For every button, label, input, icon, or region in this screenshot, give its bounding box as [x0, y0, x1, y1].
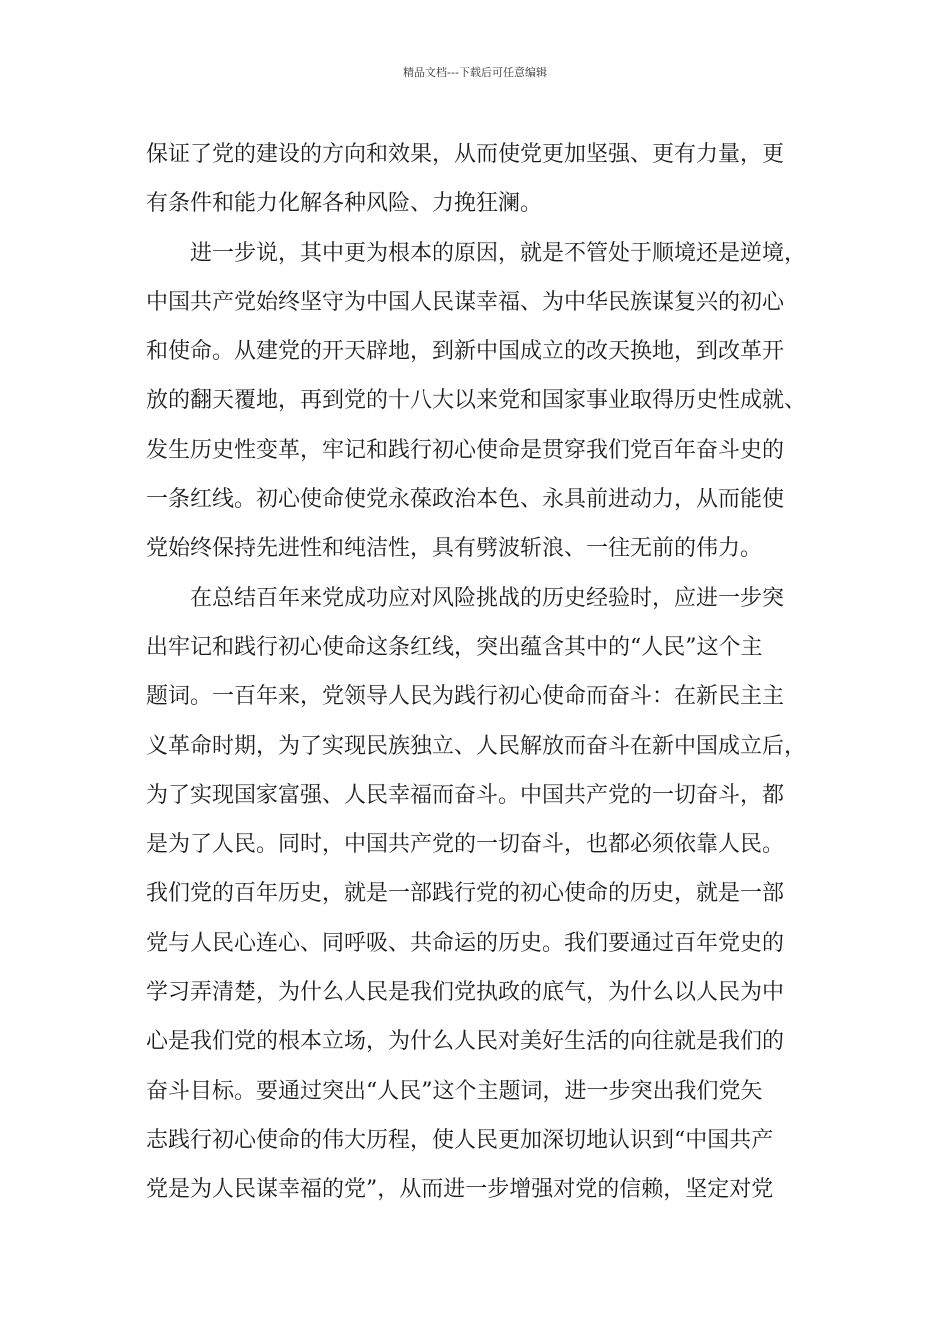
paragraph-line: 保证了党的建设的方向和效果，从而使党更加坚强、更有力量，更	[146, 142, 785, 167]
paragraph-line: 在总结百年来党成功应对风险挑战的历史经验时，应进一步突	[190, 585, 785, 611]
paragraph-line: 中国共产党始终坚守为中国人民谋幸福、为中华民族谋复兴的初心	[146, 289, 785, 315]
paragraph-line: 志践行初心使命的伟大历程，使人民更加深切地认识到“中国共产	[146, 1127, 774, 1153]
paragraph-line: 题词。一百年来，党领导人民为践行初心使命而奋斗：在新民主主	[146, 684, 785, 710]
paragraph-line: 义革命时期，为了实现民族独立、人民解放而奋斗在新中国成立后，	[146, 733, 807, 759]
document-body	[146, 130, 814, 1215]
paragraph-line: 奋斗目标。要通过突出“人民”这个主题词，进一步突出我们党矢	[146, 1078, 763, 1104]
paragraph-line: 党是为人民谋幸福的党”，从而进一步增强对党的信赖，坚定对党	[146, 1177, 774, 1203]
paragraph-line: 放的翻天覆地，再到党的十八大以来党和国家事业取得历史性成就、	[146, 388, 807, 414]
paragraph-line: 心是我们党的根本立场，为什么人民对美好生活的向往就是我们的	[146, 1029, 785, 1055]
paragraph-line: 发生历史性变革，牢记和践行初心使命是贯穿我们党百年奋斗史的	[146, 437, 785, 463]
paragraph-line: 出牢记和践行初心使命这条红线，突出蕴含其中的“人民”这个主	[146, 634, 763, 660]
paragraph-3	[146, 574, 814, 1215]
paragraph-line: 学习弄清楚，为什么人民是我们党执政的底气，为什么以人民为中	[146, 980, 785, 1006]
paragraph-line: 党始终保持先进性和纯洁性，具有劈波斩浪、一往无前的伟力。	[146, 536, 763, 562]
paragraph-line: 进一步说，其中更为根本的原因，就是不管处于顺境还是逆境，	[190, 240, 807, 266]
paragraph-line: 党与人民心连心、同呼吸、共命运的历史。我们要通过百年党史的	[146, 930, 785, 956]
paragraph-line: 是为了人民。同时，中国共产党的一切奋斗，也都必须依靠人民。	[146, 832, 785, 858]
paragraph-2	[146, 229, 814, 574]
paragraph-line: 有条件和能力化解各种风险、力挽狂澜。	[146, 191, 543, 217]
paragraph-line: 我们党的百年历史，就是一部践行党的初心使命的历史，就是一部	[146, 881, 785, 907]
paragraph-line: 和使命。从建党的开天辟地，到新中国成立的改天换地，到改革开	[146, 339, 785, 365]
paragraph-line: 为了实现国家富强、人民幸福而奋斗。中国共产党的一切奋斗，都	[146, 782, 785, 808]
page-header: 精品文档---下载后可任意编辑	[403, 66, 547, 79]
paragraph-1	[146, 130, 814, 229]
paragraph-line: 一条红线。初心使命使党永葆政治本色、永具前进动力，从而能使	[146, 487, 785, 513]
